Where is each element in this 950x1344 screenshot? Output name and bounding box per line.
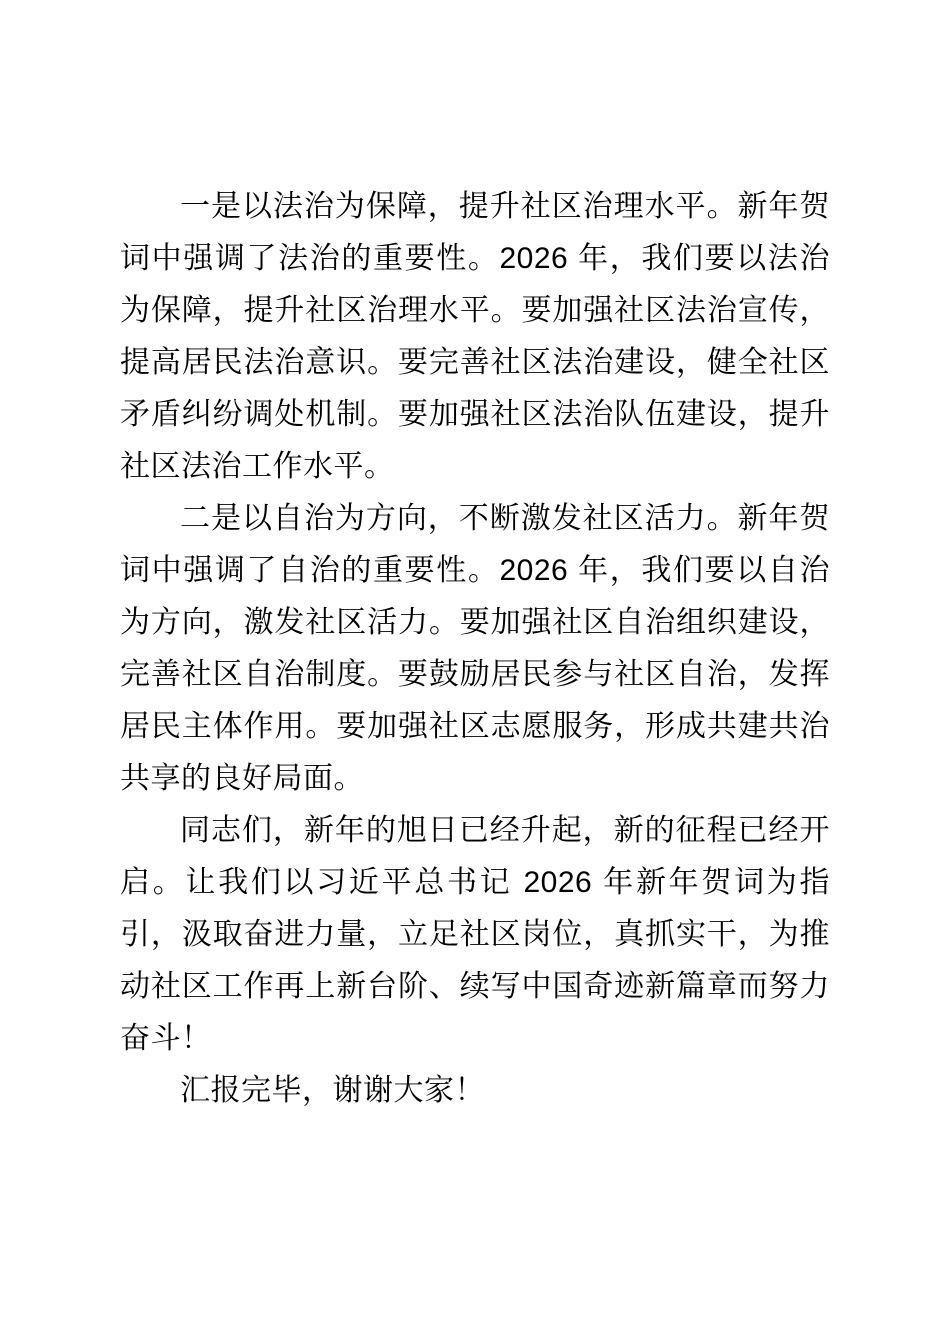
paragraph-comrades-call-to-action: 同志们，新年的旭日已经升起，新的征程已经开启。让我们以习近平总书记 2026 年新年贺词为指引，汲取奋进力量，立足社区岗位，真抓实干，为推动社区工作再上新台阶、续写中国奇迹新篇章而努力奋斗！ [120, 814, 830, 1055]
paragraph-self-governance: 二是以自治为方向，不断激发社区活力。新年贺词中强调了自治的重要性。2026 年，我们要以自治为方向，激发社区活力。要加强社区自治组织建设，完善社区自治制度。要鼓励居民参与社区自治，发挥居民主体作用。要加强社区志愿服务，形成共建共治共享的良好局面。 [120, 502, 830, 795]
paragraph-closing-remark: 汇报完毕，谢谢大家！ [180, 1074, 485, 1107]
paragraph-rule-of-law: 一是以法治为保障，提升社区治理水平。新年贺词中强调了法治的重要性。2026 年，我们要以法治为保障，提升社区治理水平。要加强社区法治宣传，提高居民法治意识。要完善社区法治建设，健全社区矛盾纠纷调处机制。要加强社区法治队伍建设，提升社区法治工作水平。 [120, 190, 830, 483]
